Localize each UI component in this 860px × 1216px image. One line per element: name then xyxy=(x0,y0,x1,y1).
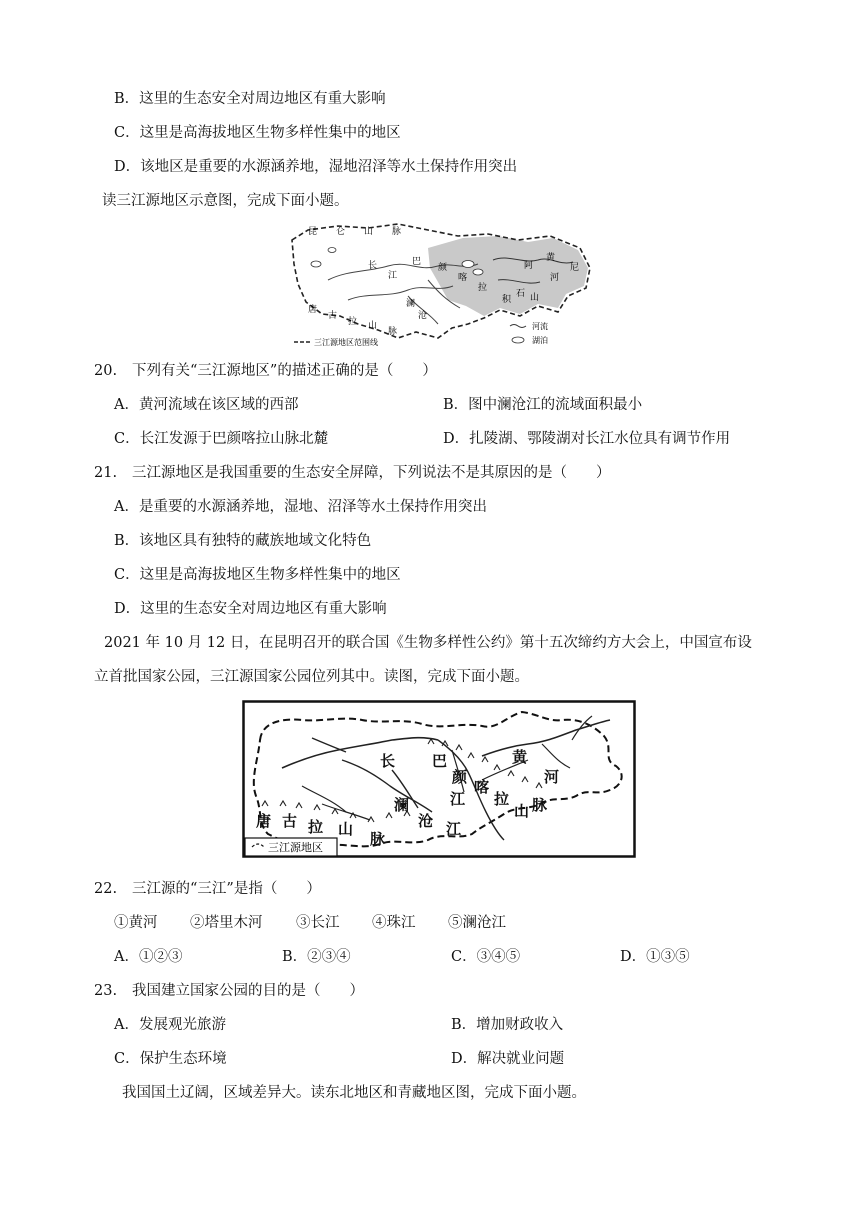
question-21-option-d: D．这里的生态安全对周边地区有重大影响 xyxy=(114,601,387,617)
map1-label: 山 xyxy=(364,227,374,237)
sanjiangyuan-map-2 xyxy=(242,700,636,858)
map2-label-cang: 沧 xyxy=(418,812,434,830)
map2-label-huang: 黄 xyxy=(512,748,528,766)
question-22-item-1: ①黄河 xyxy=(114,915,158,931)
prev-option-c: C．这里是高海拔地区生物多样性集中的地区 xyxy=(114,125,401,141)
question-21-stem: 三江源地区是我国重要的生态安全屏障，下列说法不是其原因的是（ ） xyxy=(132,465,611,481)
map1-label: 唐 xyxy=(308,305,318,315)
map2-label-gu: 古 xyxy=(282,812,298,830)
map2-label-ka: 喀 xyxy=(474,778,490,796)
question-23-option-b: B．增加财政收入 xyxy=(451,1017,564,1033)
question-22-option-b: B．②③④ xyxy=(282,949,351,965)
question-22-item-5: ⑤澜沧江 xyxy=(448,915,506,931)
map1-label: 山 xyxy=(530,293,540,303)
intro-text-2-line-1: 2021 年 10 月 12 日，在昆明召开的联合国《生物多样性公约》第十五次缔约方大会上，中国宣布设 xyxy=(104,635,752,651)
question-20-option-c: C．长江发源于巴颜喀拉山脉北麓 xyxy=(114,431,329,447)
map2-label-yan: 颜 xyxy=(452,768,468,786)
question-22-item-4: ④珠江 xyxy=(372,915,416,931)
map1-label: 古 xyxy=(328,311,338,321)
map1-label: 沧 xyxy=(418,311,428,321)
map1-legend-lake: 湖泊 xyxy=(532,336,548,345)
map2-label-jiang-2: 江 xyxy=(446,820,462,838)
map1-label: 长 xyxy=(368,261,378,271)
map1-label: 石 xyxy=(516,289,526,299)
map2-label-chang: 长 xyxy=(380,752,396,770)
question-23-option-c: C．保护生态环境 xyxy=(114,1051,227,1067)
question-23-option-d: D．解决就业问题 xyxy=(451,1051,565,1067)
sanjiangyuan-map-1 xyxy=(288,220,600,350)
map1-legend-river: 河流 xyxy=(532,322,548,331)
map2-label-la-2: 拉 xyxy=(308,818,324,836)
question-22-number: 22. xyxy=(94,881,118,897)
question-20-number: 20. xyxy=(94,363,118,379)
map2-label-tang: 唐 xyxy=(256,812,272,830)
map1-label: 巴 xyxy=(412,257,422,267)
map2-label-he: 河 xyxy=(544,768,560,786)
question-23-option-a: A．发展观光旅游 xyxy=(114,1017,226,1033)
map2-legend: 三江源地区 xyxy=(268,841,323,854)
map1-legend-boundary: 三江源地区范围线 xyxy=(314,338,378,347)
intro-text-2-line-2: 立首批国家公园，三江源国家公园位列其中。读图，完成下面小题。 xyxy=(94,669,529,685)
map2-label-mai-1: 脉 xyxy=(532,796,548,814)
map2-label-ba: 巴 xyxy=(432,752,448,770)
intro-text-1: 读三江源地区示意图，完成下面小题。 xyxy=(102,193,349,209)
question-21-option-c: C．这里是高海拔地区生物多样性集中的地区 xyxy=(114,567,401,583)
map1-label: 拉 xyxy=(478,283,488,293)
map1-label: 江 xyxy=(388,271,398,281)
intro-text-3: 我国国土辽阔，区域差异大。读东北地区和青藏地区图，完成下面小题。 xyxy=(122,1085,586,1101)
map1-label: 尼 xyxy=(570,263,580,273)
map1-label: 喀 xyxy=(458,273,468,283)
prev-option-d: D．该地区是重要的水源涵养地，湿地沼泽等水土保持作用突出 xyxy=(114,159,518,175)
question-22-option-c: C．③④⑤ xyxy=(451,949,521,965)
map1-label: 昆 xyxy=(308,227,318,237)
map1-label: 拉 xyxy=(348,317,358,327)
question-20-option-b: B．图中澜沧江的流域面积最小 xyxy=(443,397,643,413)
question-22-item-2: ②塔里木河 xyxy=(190,915,263,931)
map1-label: 积 xyxy=(502,295,512,305)
map2-label-la-1: 拉 xyxy=(494,790,510,808)
question-20-stem: 下列有关“三江源地区”的描述正确的是（ ） xyxy=(132,363,437,379)
question-21-option-a: A．是重要的水源涵养地，湿地、沼泽等水土保持作用突出 xyxy=(114,499,487,515)
map1-label: 仑 xyxy=(336,227,346,237)
prev-option-b: B．这里的生态安全对周边地区有重大影响 xyxy=(114,91,386,107)
map2-label-jiang-1: 江 xyxy=(450,790,466,808)
map1-label: 黄 xyxy=(546,253,556,263)
question-20-option-a: A．黄河流域在该区域的西部 xyxy=(114,397,299,413)
question-22-option-d: D．①③⑤ xyxy=(620,949,690,965)
question-23-number: 23. xyxy=(94,983,118,999)
question-20-option-d: D．扎陵湖、鄂陵湖对长江水位具有调节作用 xyxy=(443,431,731,447)
question-21-number: 21. xyxy=(94,465,118,481)
map2-label-shan-1: 山 xyxy=(514,802,530,820)
question-21-option-b: B．该地区具有独特的藏族地域文化特色 xyxy=(114,533,372,549)
map1-label: 山 xyxy=(368,321,378,331)
map1-label: 脉 xyxy=(392,227,402,237)
map2-label-mai-2: 脉 xyxy=(370,830,386,848)
question-22-option-a: A．①②③ xyxy=(114,949,183,965)
map2-label-lan: 澜 xyxy=(394,796,410,814)
question-22-stem: 三江源的“三江”是指（ ） xyxy=(132,881,321,897)
question-22-item-3: ③长江 xyxy=(296,915,340,931)
question-23-stem: 我国建立国家公园的目的是（ ） xyxy=(132,983,364,999)
map1-label: 阿 xyxy=(524,261,534,271)
map2-label-shan-2: 山 xyxy=(338,820,354,838)
map1-label: 澜 xyxy=(406,299,416,309)
map1-label: 颜 xyxy=(438,263,448,273)
map1-label: 脉 xyxy=(388,327,398,337)
map1-label: 河 xyxy=(550,273,560,283)
